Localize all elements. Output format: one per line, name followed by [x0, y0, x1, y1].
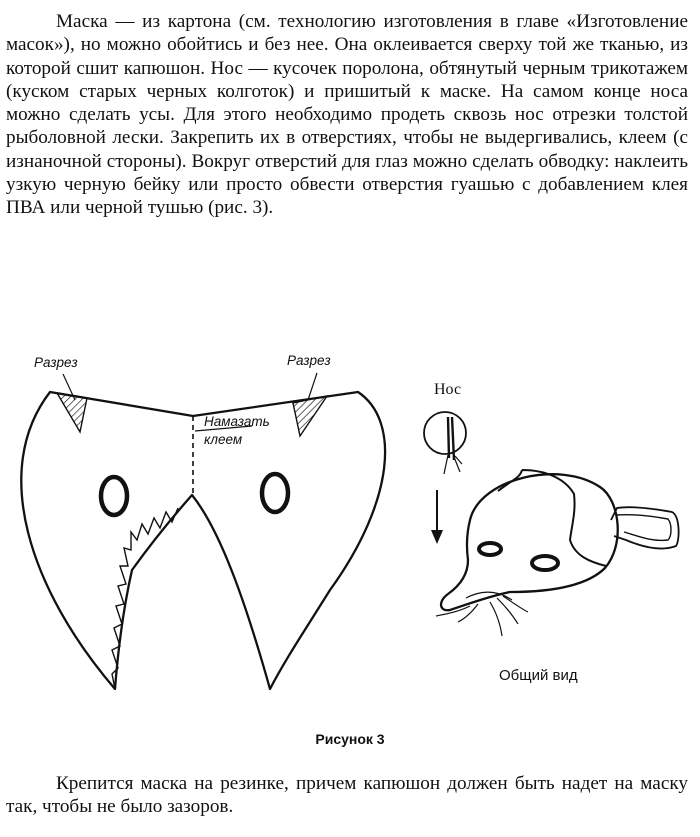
paragraph-1: Маска — из картона (см. технологию изготовления в главе «Изготовление масок»), но можно обойтись и без нее. Она оклеивается сверху той же тканью, из которой сшит капюшон. Нос — кусочек поролона, обтянутый черным трикотажем (куском старых черных колготок) и пришитый к маске. На самом конце носа можно сделать усы. Для этого необходимо продеть сквозь нос отрезки толстой рыболовной лески. Закрепить их в отверстиях, чтобы не выдергивались, клеем (с изнаночной стороны). Вокруг отверстий для глаз можно сделать обводку: наклеить узкую черную бейку или просто обвести отверстия гуашью с добавлением клея ПВА или черной тушью (рис. 3). — [6, 11, 688, 219]
paragraph-2: Крепится маска на резинке, причем капюшон должен быть надет на маску так, чтобы не было зазоров. — [6, 773, 688, 818]
assembled-mask-drawing — [436, 470, 679, 636]
label-cut-left: Разрез — [34, 355, 78, 370]
figure-caption: Рисунок 3 — [315, 731, 385, 747]
cut-right-hatch — [293, 396, 327, 436]
label-cut-right: Разрез — [287, 353, 331, 368]
label-glue-line1: Намазать — [204, 414, 270, 429]
down-arrow-icon — [431, 490, 443, 544]
label-glue-line2: клеем — [204, 432, 243, 447]
nose-pompom-icon — [424, 412, 466, 474]
eye-hole-left — [101, 477, 127, 515]
label-general-view: Общий вид — [499, 667, 578, 684]
leader-cut-right — [308, 373, 317, 400]
label-nose: Нос — [434, 381, 462, 398]
cut-left-hatch — [57, 393, 87, 432]
eye-hole-right — [262, 474, 288, 512]
zigzag-seam — [112, 508, 178, 689]
